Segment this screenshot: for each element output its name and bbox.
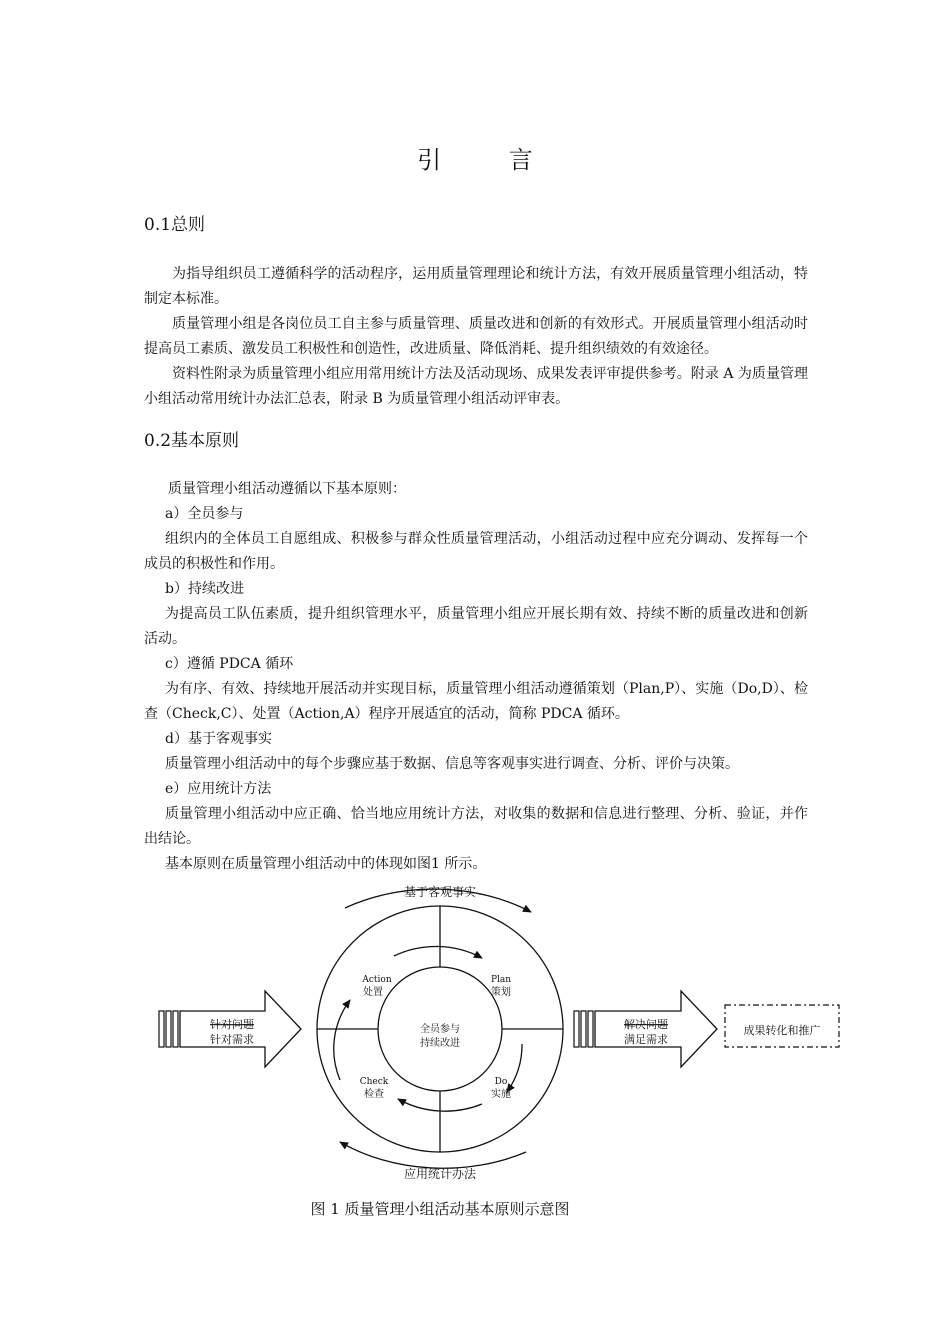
bottom-arc-arrow bbox=[340, 1142, 526, 1168]
check-label-cn: 检查 bbox=[364, 1089, 384, 1100]
do-label-cn: 实施 bbox=[491, 1089, 511, 1100]
right-arrow-label-1: 解决问题 bbox=[624, 1018, 668, 1031]
principle-e-text: 质量管理小组活动中应正确、恰当地应用统计方法，对收集的数据和信息进行整理、分析、验证，并作出结论。 bbox=[144, 806, 808, 847]
do-label-en: Do bbox=[494, 1077, 508, 1087]
bottom-arc-label: 应用统计办法 bbox=[403, 1167, 477, 1181]
principle-b-text: 为提高员工队伍素质，提升组织管理水平，质量管理小组应开展长期有效、持续不断的质量改进和创新活动。 bbox=[144, 606, 808, 647]
top-arc-label: 基于客观事实 bbox=[403, 885, 477, 899]
figure-caption: 图 1 质量管理小组活动基本原则示意图 bbox=[310, 1200, 570, 1218]
principle-b-label: b）持续改进 bbox=[165, 581, 244, 597]
principle-c-label: c）遵循 PDCA 循环 bbox=[165, 656, 294, 672]
check-label-en: Check bbox=[359, 1077, 389, 1087]
paragraph-purpose: 为指导组织员工遵循科学的活动程序，运用质量管理理论和统计方法，有效开展质量管理小组活动，特制定本标准。 bbox=[144, 266, 808, 307]
result-box-label: 成果转化和推广 bbox=[743, 1024, 821, 1037]
left-bar-3 bbox=[173, 1011, 178, 1047]
principle-c-text: 为有序、有效、持续地开展活动并实现目标，质量管理小组活动遵循策划（Plan,P）、实施（Do,D）、检查（Check,C）、处置（Action,A）程序开展适宜的活动，简称 PDCA 循环。 bbox=[144, 681, 808, 722]
center-label-1: 全员参与 bbox=[420, 1024, 460, 1035]
left-arrow-label-1: 针对问题 bbox=[210, 1018, 254, 1031]
cycle-arrow-right bbox=[507, 1044, 522, 1092]
principle-a-label: a）全员参与 bbox=[165, 506, 244, 522]
plan-label-cn: 策划 bbox=[491, 987, 511, 998]
right-bar-3 bbox=[588, 1011, 593, 1047]
action-label-en: Action bbox=[362, 975, 392, 985]
principle-d-label: d）基于客观事实 bbox=[165, 731, 272, 747]
principle-a-text: 组织内的全体员工自愿组成、积极参与群众性质量管理活动，小组活动过程中应充分调动、发挥每一个成员的积极性和作用。 bbox=[144, 531, 808, 572]
left-bar-2 bbox=[166, 1011, 171, 1047]
center-label-2: 持续改进 bbox=[420, 1038, 460, 1049]
right-bar-2 bbox=[581, 1011, 586, 1047]
plan-label-en: Plan bbox=[490, 975, 512, 985]
section-heading-principles: 0.2基本原则 bbox=[144, 431, 240, 451]
left-arrow-label-2: 针对需求 bbox=[210, 1033, 254, 1046]
left-bar-1 bbox=[159, 1011, 164, 1047]
principle-d-text: 质量管理小组活动中的每个步骤应基于数据、信息等客观事实进行调查、分析、评价与决策。 bbox=[165, 756, 739, 772]
paragraph-definition: 质量管理小组是各岗位员工自主参与质量管理、质量改进和创新的有效形式。开展质量管理小组活动时提高员工素质、激发员工积极性和创造性，改进质量、降低消耗、提升组织绩效的有效途径。 bbox=[144, 316, 808, 357]
cycle-arrow-top bbox=[394, 946, 482, 958]
principles-intro: 质量管理小组活动遵循以下基本原则： bbox=[168, 481, 406, 497]
right-arrow-label-2: 满足需求 bbox=[624, 1033, 668, 1046]
action-label-cn: 处置 bbox=[363, 987, 383, 998]
page-title: 引 言 bbox=[417, 146, 563, 174]
paragraph-appendix: 资料性附录为质量管理小组应用常用统计方法及活动现场、成果发表评审提供参考。附录 A 为质量管理小组活动常用统计办法汇总表，附录 B 为质量管理小组活动评审表。 bbox=[144, 366, 808, 407]
right-bar-1 bbox=[574, 1011, 579, 1047]
principle-e-label: e）应用统计方法 bbox=[165, 781, 272, 797]
section-heading-general: 0.1总则 bbox=[144, 215, 206, 235]
cycle-arrow-left bbox=[334, 1000, 350, 1080]
figure-reference: 基本原则在质量管理小组活动中的体现如图1 所示。 bbox=[165, 856, 487, 872]
